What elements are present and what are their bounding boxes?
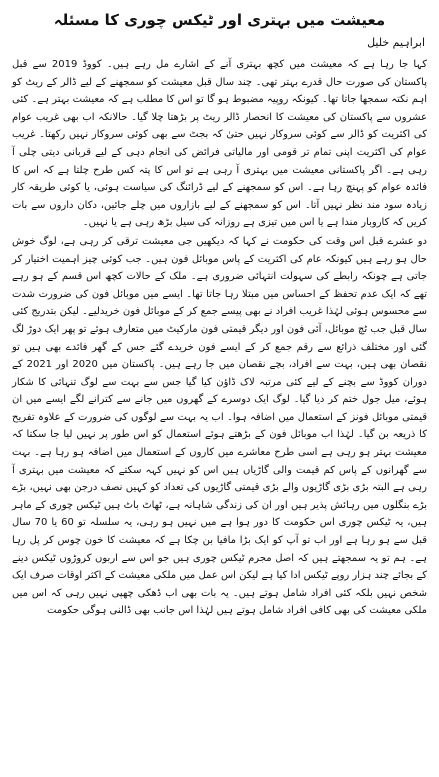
article-paragraph-2: دو عشرے قبل اس وقت کی حکومت نے کہا کہ دیکھیں جی معیشت ترقی کر رہی ہے، لوگ خوش حال ہو رہے ہیں کیونکہ عام کی اکثریت کے پاس موبائل فون ہیں۔ جب کوئی چیز اہمیت اختیار کر جاتی ہے چونکہ رابطے کی سہولت انتہائی ضروری ہے۔ ملک کے حالات کچھ اس قسم کے ہو رہے تھے کہ ایک عدم تحفظ کے احساس میں مبتلا رہا جاتا تھا۔ ایسے میں موبائل فون کی ضرورت شدت سے محسوس ہوئی لہٰذا غریب افراد نے بھی پیسے جمع کر کے موبائل فون خریدلیے۔ لیکن بتدریج کئی سال قبل جب ٹچ موبائل، آئی فون اور دیگر قیمتی فون مارکیٹ میں متعارف ہوئے تو پھر ایک دوڑ لگ گئی اور مختلف ذرائع سے رقم جمع کر کے ایسے فون خریدے گئے جس کے گھر فائدے بھی ہیں تو نقصان بھی ہیں، بہت سے افراد، بچے نقصان میں جا رہے ہیں۔ پاکستان میں 2020 اور 2021 کے دوران کووڈ سے بچنے کے لیے کئی مرتبہ لاک ڈاؤن کیا گیا جس سے بہت سے لوگ تنہائی کا شکار ہوئے، میل جول ختم کر دیا گیا۔ لوگ ایک دوسرے کے گھروں میں جانے سے کترانے لگے ایسے میں ان قیمتی موبائل فونز کے استعمال میں اضافہ ہوا۔ اب یہ بہت سے لوگوں کی ضرورت کے علاوہ تفریح کا ذریعہ بن گیا۔ لہٰذا اب موبائل فون کے بڑھتے ہوئے استعمال کو اس طور پر نہیں لیا جا سکتا کہ معیشت بہتر ہو رہی ہے اسی طرح معاشرے میں کاروں کے استعمال میں اضافہ ہو رہا ہے۔ بہت سے گھرانوں کے پاس کم قیمت والی گاڑیاں ہیں اس کو نہیں کہہ سکتے کہ معیشت میں بہتری آ رہی ہے البتہ بڑی بڑی گاڑیوں والے بڑی قیمتی گاڑیوں کی تعداد کو کہیں نصف درجن بھی نہیں، بڑے بڑے بنگلوں میں رہائش پذیر ہیں اور ان کی زندگی شاہانہ ہے، ٹھاٹ باٹ ہیں ٹیکس چوری کے ماہر ہیں، یہ ٹیکس چوری اس حکومت کا دور ہوا ہے میں نہیں ہو رہی، یہ سلسلہ تو 60 یا 70 سال قبل سے ہو رہا ہے اور اب تو آپ کو ایک بڑا مافیا بن چکا ہے کہ معیشت کا خون چوس کر پل رہا ہے۔ ہم تو یہ سمجھتے ہیں کہ اصل مجرم ٹیکس چوری ہیں جو اس سے اربوں کروڑوں ٹیکس دینے کے بجائے چند ہزار روپے ٹیکس ادا کیا ہے لیکن اس عمل میں ملکی معیشت کے اکثر اوقات صرف ایک شخص نہیں بلکہ کئی افراد شامل ہوتے ہیں۔ یہ بات بھی اب ڈھکی چھپی نہیں رہی کہ اس میں ملکی معیشت کی بھی کافی افراد شامل ہوتے ہیں لہٰذا اس جانب بھی ڈالنی ہوگی حکومت bbox=[12, 235, 427, 617]
article-title: معیشت میں بہتری اور ٹیکس چوری کا مسئلہ bbox=[53, 11, 386, 29]
article-paragraph-1: کہا جا رہا ہے کہ معیشت میں کچھ بہتری آنے کے اشارے مل رہے ہیں۔ کووڈ 2019 سے قبل پاکستان کی صورت حال قدرے بہتر تھی۔ چند سال قبل معیشت کو سمجھنے کے لیے ڈالر کے ریٹ کو اہم نکتہ سمجھا جاتا تھا۔ کیونکہ روپیہ مضبوط ہو گا تو اس کا مطلب ہے کہ معیشت بہتر ہے۔ کئی عشروں سے پاکستان کی معیشت کا انحصار ڈالر ریٹ پر بڑھتا چلا گیا۔ حالانکہ اب بھی غریب عوام کی اکثریت کو ڈالر سے کوئی سروکار نہیں حتیٰ کہ بجٹ سے بھی کوئی سروکار نہیں رکھتا۔ غریب عوام کی اکثریت اپنی تمام تر قومی اور مالیاتی فرائض کی انجام دہی کے لیے قربانی دیتی چلی آ رہی ہے۔ اگر پاکستانی معیشت میں بہتری آ رہی ہے تو اس کا پتہ کس طرح چلتا ہے کہ اس کا فائدہ عوام کو پہنچ رہا ہے۔ اس کو سمجھنے کے لیے ڈرائنگ کی سیاست ہوئی، یا کوئی طریقہ کار زیادہ سود مند نظر نہیں آتا۔ اس کو سمجھنے کے لیے بازاروں میں چلے جائیں، دکان داروں سے بات کریں کہ کاروبار مندا ہے یا اس میں تیزی ہے روزانہ کی سیل بڑھ رہی ہے یا نہیں۔ bbox=[12, 59, 427, 229]
article-author: ابراہیم خلیل bbox=[367, 36, 425, 49]
article-body bbox=[12, 56, 427, 620]
